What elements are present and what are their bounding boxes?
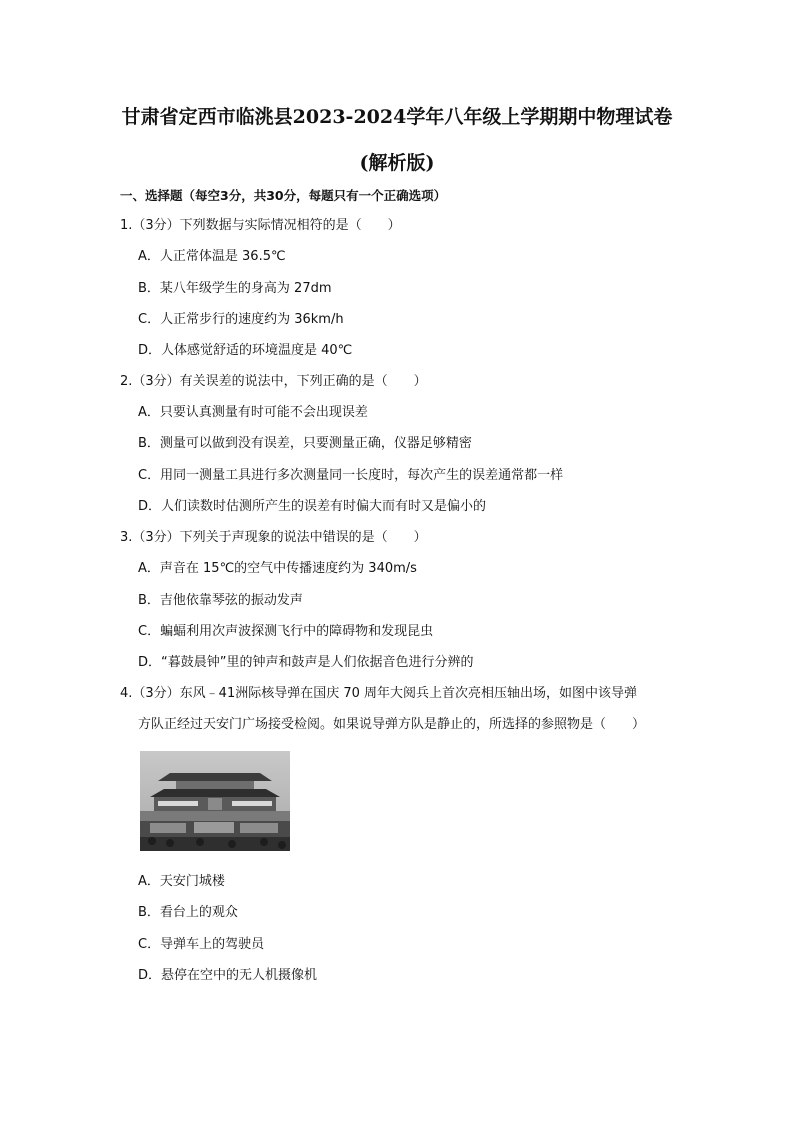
exam-title: 甘肃省定西市临洮县2023-2024学年八年级上学期期中物理试卷 xyxy=(121,106,673,128)
question-2-option-d: D．人们读数时估测所产生的误差有时偏大而有时又是偏小的 xyxy=(138,499,487,514)
question-3-option-a: A．声音在 15℃的空气中传播速度约为 340m/s xyxy=(138,561,417,576)
question-4-stem: 4.（3分）东风﹣41洲际核导弹在国庆 70 周年大阅兵上首次亮相压轴出场，如图中该导弹 xyxy=(120,686,638,701)
question-2-option-b: B．测量可以做到没有误差，只要测量正确，仪器足够精密 xyxy=(138,436,472,451)
question-2-option-a: A．只要认真测量有时可能不会出现误差 xyxy=(138,405,368,420)
question-3-option-b: B．吉他依靠琴弦的振动发声 xyxy=(138,593,303,608)
question-3-stem: 3.（3分）下列关于声现象的说法中错误的是（ ） xyxy=(120,530,427,545)
question-3-option-c: C．蝙蝠利用次声波探测飞行中的障碍物和发现昆虫 xyxy=(138,624,434,639)
question-1-option-b: B．某八年级学生的身高为 27dm xyxy=(138,281,332,296)
question-1-option-c: C．人正常步行的速度约为 36km/h xyxy=(138,312,344,327)
section-heading: 一、选择题（每空3分，共30分，每题只有一个正确选项） xyxy=(120,188,447,203)
question-1-option-d: D．人体感觉舒适的环境温度是 40℃ xyxy=(138,343,353,358)
question-3-option-d: D．“暮鼓晨钟”里的钟声和鼓声是人们依据音色进行分辨的 xyxy=(138,655,474,670)
question-2-option-c: C．用同一测量工具进行多次测量同一长度时，每次产生的误差通常都一样 xyxy=(138,468,564,483)
question-4-stem-continued: 方队正经过天安门广场接受检阅。如果说导弹方队是静止的，所选择的参照物是（ ） xyxy=(138,717,646,732)
question-2-stem: 2.（3分）有关误差的说法中，下列正确的是（ ） xyxy=(120,374,427,389)
question-4-option-a: A．天安门城楼 xyxy=(138,874,225,889)
question-4-option-c: C．导弹车上的驾驶员 xyxy=(138,937,265,952)
tiananmen-parade-photo xyxy=(140,751,290,851)
question-1-stem: 1.（3分）下列数据与实际情况相符的是（ ） xyxy=(120,218,401,233)
exam-subtitle: (解析版) xyxy=(359,152,435,174)
question-1-option-a: A．人正常体温是 36.5℃ xyxy=(138,249,286,264)
question-4-option-b: B．看台上的观众 xyxy=(138,905,238,920)
question-4-option-d: D．悬停在空中的无人机摄像机 xyxy=(138,968,318,983)
